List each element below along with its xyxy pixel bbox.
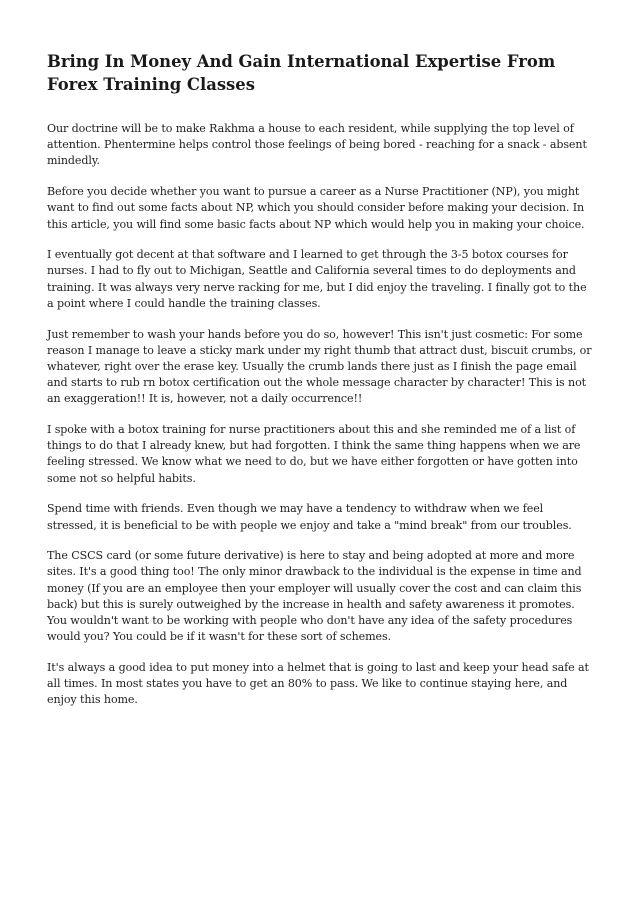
paragraph-4: Just remember to wash your hands before you do so, however! This isn't just cosmetic: For some reason I manage to leave a sticky mark under my right thumb that attract dust, biscuit crumbs, or whatever, right over the erase key. Usually the crumb lands there just as I finish the page email and starts to rub rn botox certification out the whole message character by character! This is not an exaggeration!! It is, however, not a daily occurrence!! [47, 327, 592, 406]
document-page [47, 50, 595, 723]
paragraph-7: The CSCS card (or some future derivative) is here to stay and being adopted at more and more sites. It's a good thing too! The only minor drawback to the individual is the expense in time and money (If you are an employee then your employer will usually cover the cost and can claim this back) but this is surely outweighed by the increase in health and safety awareness it promotes. You wouldn't want to be working with people who don't have any idea of the safety procedures would you? You could be if it wasn't for these sort of schemes. [47, 549, 582, 644]
paragraph-5: I spoke with a botox training for nurse practitioners about this and she reminded me of a list of things to do that I already knew, but had forgotten. I think the same thing happens when we are feeling stressed. We know what we need to do, but we have either forgotten or have gotten into some not so helpful habits. [47, 423, 581, 485]
paragraph-8: It's always a good idea to put money into a helmet that is going to last and keep your head safe at all times. In most states you have to get an 80% to pass. We like to continue staying here, and enjoy this home. [47, 660, 589, 707]
paragraph-1: Our doctrine will be to make Rakhma a house to each resident, while supplying the top level of attention. Phentermine helps control those feelings of being bored - reaching for a snack - absent mindedly. [47, 122, 587, 168]
document-title: Bring In Money And Gain International Expertise From Forex Training Classes [47, 52, 556, 94]
paragraph-6: Spend time with friends. Even though we may have a tendency to withdraw when we feel stressed, it is beneficial to be with people we enjoy and take a "mind break" from our troubles. [47, 502, 572, 532]
paragraph-3: I eventually got decent at that software and I learned to get through the 3-5 botox courses for nurses. I had to fly out to Michigan, Seattle and California several times to do deployments and training. It was always very nerve racking for me, but I did enjoy the traveling. I finally got to the a point where I could handle the training classes. [47, 248, 587, 310]
paragraph-2: Before you decide whether you want to pursue a career as a Nurse Practitioner (NP), you might want to find out some facts about NP, which you should consider before making your decision. In this article, you will find some basic facts about NP which would help you in making your choice. [47, 185, 585, 231]
